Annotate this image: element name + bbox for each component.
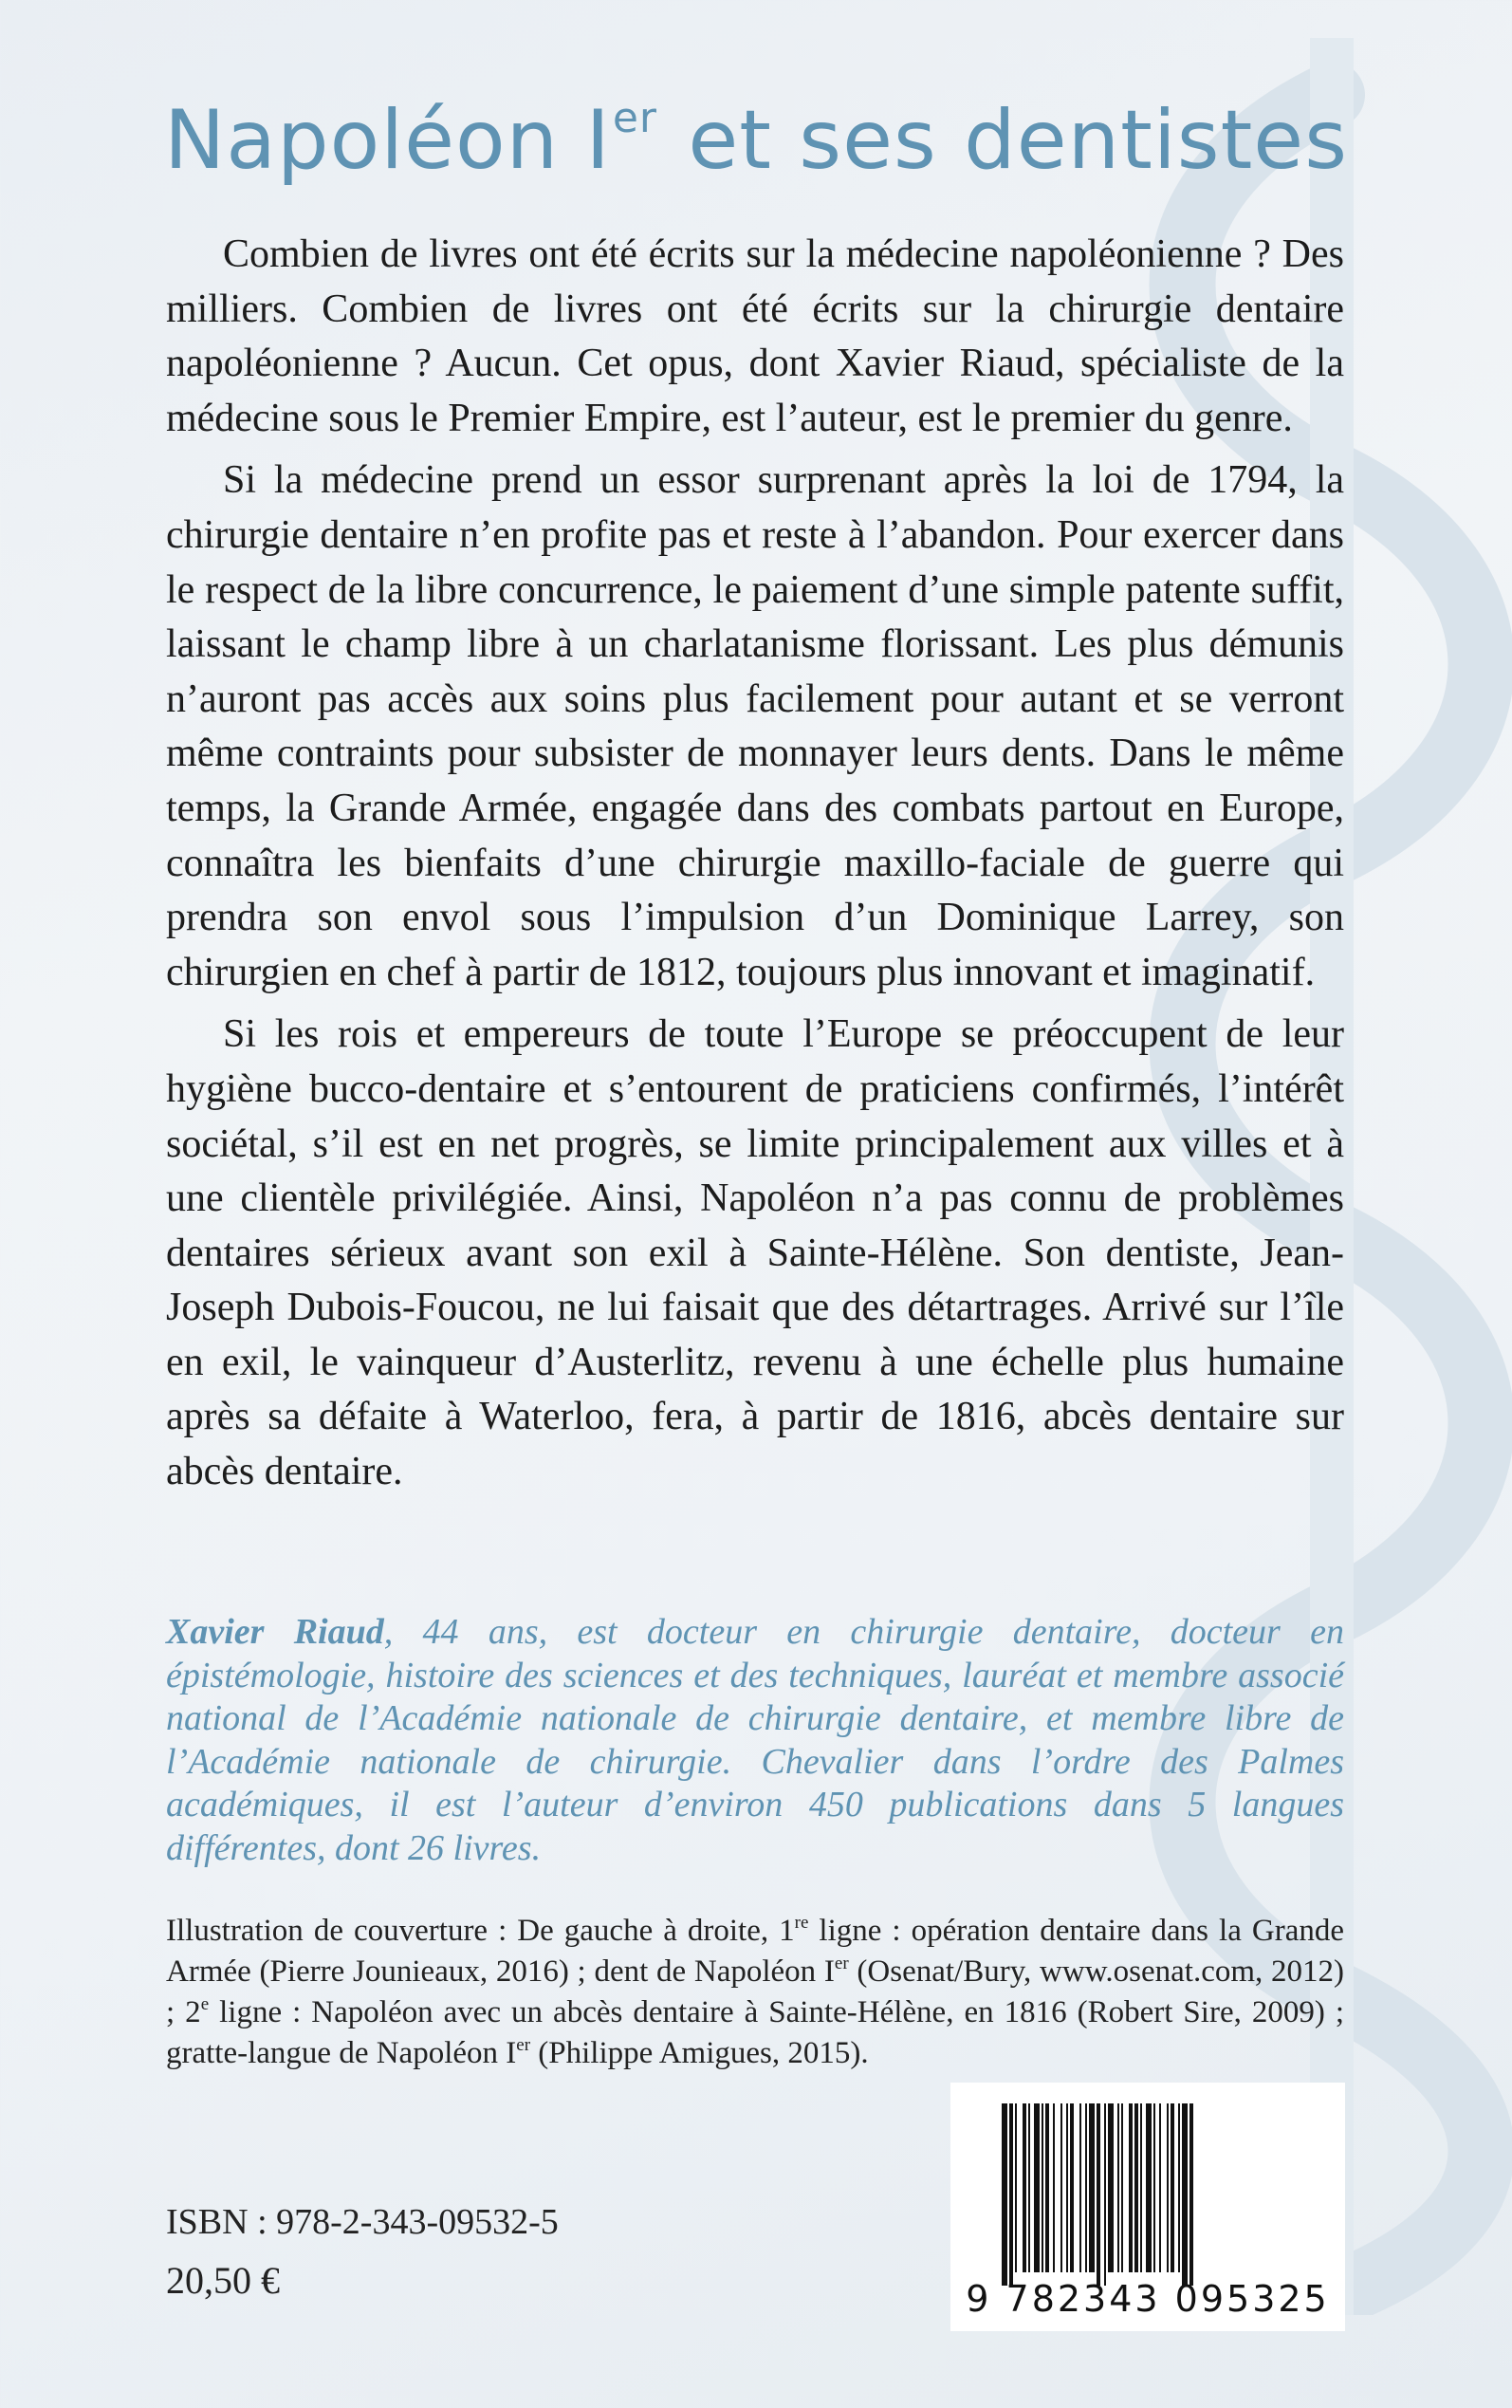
credits-sup-2: er: [834, 1954, 849, 1973]
barcode-bar: [1034, 2103, 1040, 2272]
credits-part-4: ligne : Napoléon avec un abcès dentaire à Sainte-Hélène, en 1816 (Robert Sire, 2009) ; gratte-langue de Napoléon I: [166, 1995, 1345, 2070]
price: 20,50 €: [166, 2259, 280, 2302]
author-name: Xavier Riaud: [166, 1612, 384, 1652]
barcode-bar: [1134, 2103, 1138, 2272]
title-rest: et ses dentistes: [661, 93, 1349, 188]
barcode-bar: [1028, 2103, 1030, 2272]
barcode-bar: [1189, 2103, 1193, 2286]
barcode-bar: [1079, 2103, 1081, 2272]
summary-paragraph-2: Si la médecine prend un essor surprenant après la loi de 1794, la chirurgie dentaire n’en profite pas et reste à l’abandon. Pour exercer dans le respect de la libre concurrence, le paiement d’une simple patente suffit, laissant le champ libre à un charlatanisme florissant. Les plus démunis n’auront pas accès aux soins plus facilement pour autant et se verront même contraints pour subsister de monnayer leurs dents. Dans le même temps, la Grande Armée, engagée dans des combats partout en Europe, connaîtra les bienfaits d’une chirurgie maxillo-faciale de guerre qui prendra son envol sous l’impulsion d’un Dominique Larrey, son chirurgien en chef à partir de 1812, toujours plus innovant et imaginatif.: [166, 458, 1344, 994]
credits-part-1: Illustration de couverture : De gauche à droite, 1: [166, 1914, 795, 1948]
summary-text: [166, 228, 1344, 1508]
barcode-bar: [1171, 2103, 1174, 2272]
barcode-bar: [1089, 2103, 1095, 2272]
book-title: [0, 93, 1512, 188]
barcode-bar: [1045, 2103, 1049, 2272]
barcode-bar: [1178, 2103, 1180, 2272]
barcode-bars-icon: [1000, 2103, 1294, 2286]
barcode-bar: [1085, 2103, 1087, 2272]
barcode-bar: [1070, 2103, 1074, 2272]
barcode-bar: [1167, 2103, 1169, 2272]
barcode-bar: [1104, 2103, 1106, 2286]
barcode: [950, 2083, 1345, 2331]
title-superscript: er: [612, 94, 657, 142]
barcode-bar: [1097, 2103, 1100, 2286]
barcode-bar: [1182, 2103, 1188, 2286]
title-main: Napoléon I: [163, 93, 611, 188]
barcode-bar: [1117, 2103, 1119, 2272]
barcode-bar: [1009, 2103, 1013, 2286]
cover-credits: [166, 1911, 1344, 2074]
barcode-bar: [1108, 2103, 1114, 2272]
barcode-bar: [1066, 2103, 1068, 2272]
barcode-bar: [1146, 2103, 1152, 2272]
barcode-bar: [1159, 2103, 1161, 2272]
isbn: ISBN : 978-2-343-09532-5: [166, 2202, 559, 2242]
summary-paragraph-1: Combien de livres ont été écrits sur la médecine napoléonienne ? Des milliers. Combien de livres ont été écrits sur la chirurgie dentaire napoléonienne ? Aucun. Cet opus, dont Xavier Riaud, spécialiste de la médecine sous le Premier Empire, est l’auteur, est le premier du genre.: [166, 232, 1344, 440]
barcode-bar: [1023, 2103, 1026, 2272]
barcode-bar: [1015, 2103, 1017, 2272]
barcode-bar: [1002, 2103, 1007, 2286]
credits-sup-3: e: [200, 1994, 210, 2014]
credits-sup-4: er: [516, 2035, 531, 2055]
barcode-bar: [1042, 2103, 1043, 2272]
author-bio: [166, 1611, 1344, 1870]
summary-paragraph-3: Si les rois et empereurs de toute l’Europe se préoccupent de leur hygiène bucco-dentaire et s’entourent de praticiens confirmés, l’intérêt sociétal, s’il est en net progrès, se limite principalement aux villes et à une clientèle privilégiée. Ainsi, Napoléon n’a pas connu de problèmes dentaires sérieux avant son exil à Sainte-Hélène. Son dentiste, Jean-Joseph Dubois-Foucou, ne lui faisait que des détartrages. Arrivé sur l’île en exil, le vainqueur d’Austerlitz, revenu à une échelle plus humaine après sa défaite à Waterloo, fera, à partir de 1816, abcès dentaire sur abcès dentaire.: [166, 1012, 1344, 1494]
author-bio-text: , 44 ans, est docteur en chirurgie dentaire, docteur en épistémologie, histoire des sciences et des techniques, lauréat et membre associé national de l’Académie nationale de chirurgie dentaire, et membre libre de l’Académie nationale de chirurgie. Chevalier dans l’ordre des Palmes académiques, il est l’auteur d’environ 450 publications dans 5 langues différentes, dont 26 livres.: [166, 1612, 1344, 1868]
barcode-bar: [1121, 2103, 1123, 2272]
barcode-bar: [1140, 2103, 1142, 2272]
barcode-bar: [1153, 2103, 1155, 2272]
barcode-bar: [1060, 2103, 1062, 2272]
credits-part-2: ligne : opération dentaire dans la Grande Armée (Pierre Jounieaux, 2016) ; dent de Napoléon I: [166, 1914, 1344, 1989]
credits-part-3: (Osenat/Bury, www.osenat.com, 2012) ; 2: [166, 1954, 1344, 2029]
credits-sup-1: re: [794, 1913, 809, 1933]
credits-part-5: (Philippe Amigues, 2015).: [530, 2036, 869, 2070]
barcode-bar: [1053, 2103, 1055, 2272]
barcode-digits: 9 782343 095325: [966, 2278, 1330, 2320]
barcode-bar: [1129, 2103, 1133, 2272]
